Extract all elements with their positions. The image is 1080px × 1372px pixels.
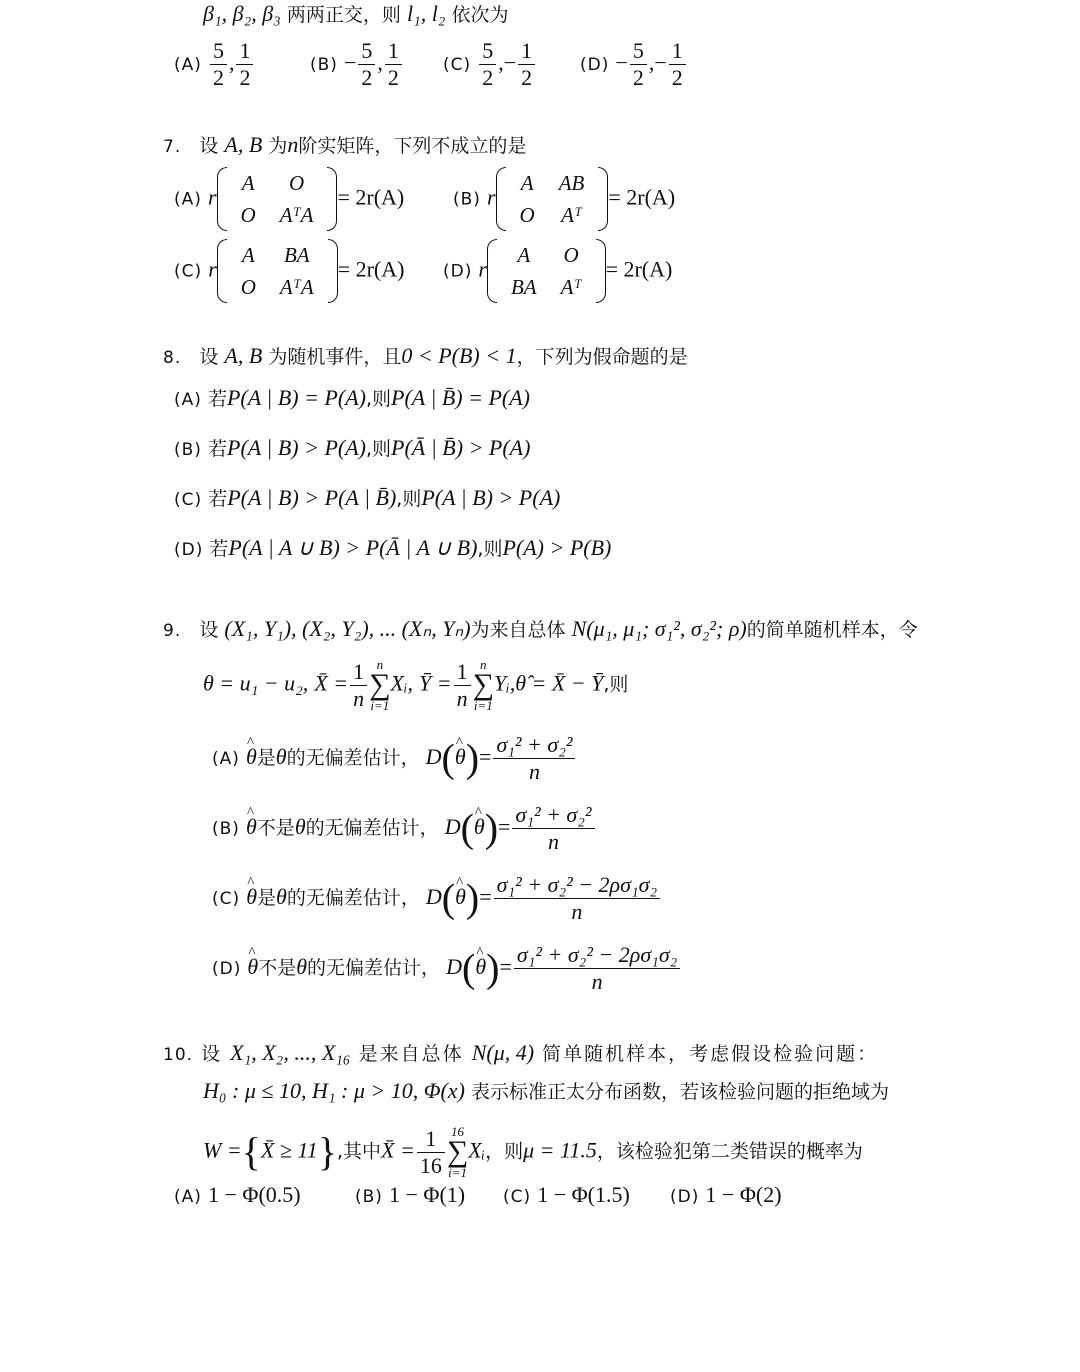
brace-open: { <box>241 1129 261 1174</box>
summation <box>369 658 390 712</box>
claim-rest: 的无偏差估计， <box>307 957 441 979</box>
option-label: (B) <box>212 819 240 839</box>
numerator: σ₁² + σ₂² − 2ρσ₁σ₂ <box>514 942 680 969</box>
q10-xbar: X̄ = <box>381 1137 415 1163</box>
fraction <box>385 38 402 91</box>
q6-option-b <box>310 38 404 91</box>
fraction <box>236 38 253 91</box>
q8-stem-post: ，下列为假命题的是 <box>516 346 688 368</box>
q7-stem-post: 阶实矩阵，下列不成立的是 <box>298 135 527 157</box>
q10-W: W = <box>203 1137 242 1163</box>
sign: − <box>654 50 667 75</box>
paren-open: ( <box>441 875 456 921</box>
paren-open: ( <box>441 735 455 781</box>
paren-close: ) <box>486 945 500 991</box>
block-matrix <box>487 239 606 303</box>
hypothesis: P(A | B) > P(A) <box>227 435 366 460</box>
claim-rest: 的无偏差估计， <box>286 887 420 909</box>
q6-stem-l: l₁, l₂ <box>406 1 446 26</box>
sigma-symbol: ∑ <box>369 668 391 701</box>
q8-option-a <box>174 384 530 414</box>
fraction <box>479 38 496 91</box>
matrix-cell: A <box>520 171 534 195</box>
q9-option-b <box>212 802 597 855</box>
q8-stem-cond: 0 < P(B) < 1 <box>401 343 517 368</box>
denominator: n <box>456 685 468 711</box>
fraction <box>417 1126 445 1179</box>
q7-stem-mid: 为 <box>268 135 288 157</box>
if-word: 若 <box>208 488 228 510</box>
then-word: ,则 <box>396 488 422 510</box>
theta-hat: ^ θ <box>475 953 486 981</box>
option-value: 1 − Φ(1.5) <box>537 1182 630 1207</box>
block-matrix <box>217 239 338 303</box>
denominator: 2 <box>482 65 494 90</box>
matrix-cell: O <box>240 203 256 227</box>
theta: θ <box>296 954 308 979</box>
option-label: (B) <box>355 1187 383 1207</box>
variance-D: D <box>425 884 442 909</box>
q7-stem-vars: A, B <box>224 132 263 157</box>
xi-term: Xᵢ, <box>390 670 413 696</box>
option-label: (D) <box>443 261 473 282</box>
question-number: 10. <box>163 1045 194 1065</box>
conclusion: P(A | B̄) = P(A) <box>391 385 531 410</box>
comma: , <box>648 50 655 75</box>
equals: = <box>498 814 511 839</box>
option-label: (A) <box>212 749 240 769</box>
fraction <box>512 802 594 855</box>
equals: = <box>499 954 512 979</box>
option-label: (B) <box>174 440 202 460</box>
fraction <box>514 942 680 995</box>
q8-option-c <box>174 484 560 514</box>
q6-stem-line <box>203 0 509 29</box>
matrix-cell: AB <box>558 171 585 195</box>
q10-l3-mid: ,其中 <box>336 1140 382 1163</box>
sigma-symbol: ∑ <box>472 668 494 701</box>
fraction <box>494 872 660 925</box>
numerator: 1 <box>417 1126 445 1153</box>
claim: 是 <box>256 747 276 769</box>
q7-option-a <box>174 167 404 231</box>
q10-dist: N(μ, 4) <box>471 1040 535 1065</box>
variance-D: D <box>444 814 461 839</box>
q6-option-d <box>580 38 688 91</box>
conclusion: P(Ā | B̄) > P(A) <box>391 435 531 460</box>
matrix-cell: BA <box>283 243 310 267</box>
sigma-symbol: ∑ <box>446 1135 469 1168</box>
q8-stem-pre: 设 <box>199 346 219 368</box>
theta-hat: ^ θ <box>246 813 257 841</box>
conclusion: P(A) > P(B) <box>502 535 612 560</box>
matrix-cell: O <box>288 171 305 195</box>
theta-hat: ^ θ <box>455 883 466 911</box>
block-matrix <box>496 167 609 231</box>
rank-r: r <box>208 256 217 282</box>
paren-close: ) <box>465 875 480 921</box>
xbar-lhs: X̄ = <box>314 670 349 696</box>
option-label: (C) <box>174 261 203 282</box>
theta: θ <box>276 884 287 909</box>
q9-option-c <box>212 872 662 925</box>
block-matrix <box>217 167 338 231</box>
option-label: (D) <box>212 959 242 979</box>
then-word: ,则 <box>365 388 392 410</box>
theta-hat: ^ θ <box>246 883 257 911</box>
q7-option-b <box>453 167 675 231</box>
q7-stem-n: n <box>287 132 299 157</box>
option-label: (C) <box>212 889 241 909</box>
matrix-cell: O <box>563 243 579 267</box>
fraction <box>630 38 647 91</box>
option-label: (D) <box>670 1187 700 1207</box>
q10-hypotheses: H₀ : μ ≤ 10, H₁ : μ > 10, Φ(x) <box>203 1078 465 1103</box>
q6-stem-tail: 两两正交，则 <box>286 4 401 26</box>
hypothesis: P(A | B) > P(A | B̄) <box>227 485 397 510</box>
claim-rest: 的无偏差估计， <box>286 747 420 769</box>
sum-upper: n <box>376 657 384 672</box>
q10-option-d <box>670 1181 782 1211</box>
sign: − <box>503 50 517 75</box>
option-label: (C) <box>443 55 472 75</box>
claim: 不是 <box>256 817 295 839</box>
q7-stem-line <box>163 131 526 161</box>
paren-close: ) <box>465 735 480 781</box>
if-word: 若 <box>207 438 227 460</box>
yi-term: Yᵢ, <box>493 670 516 696</box>
q10-sample: X₁, X₂, ..., X₁₆ <box>230 1040 351 1065</box>
then-word: ,则 <box>477 538 503 560</box>
denominator: n <box>353 685 365 711</box>
hypothesis: P(A | B) = P(A) <box>226 385 366 410</box>
rank-r: r <box>207 184 217 210</box>
sign: − <box>615 50 628 75</box>
numerator: 1 <box>385 38 402 65</box>
q10-mu: μ = 11.5 <box>523 1137 597 1163</box>
paren-open: ( <box>460 805 474 851</box>
q9-stem-sample: (X₁, Y₁), (X₂, Y₂), ... (Xₙ, Yₙ) <box>224 616 471 641</box>
option-value: 1 − Φ(1) <box>388 1182 466 1207</box>
q9-stem-dist: N(μ₁, μ₁; σ₁², σ₂²; ρ) <box>571 616 747 641</box>
summation <box>447 1125 468 1179</box>
theta-definition: θ = u₁ − u₂, <box>203 670 309 696</box>
q10-option-a <box>174 1181 301 1211</box>
numerator: σ₁² + σ₂² <box>493 732 575 759</box>
q10-option-c <box>503 1181 630 1211</box>
then-word: ，则 <box>485 1140 524 1163</box>
theta-hat: ^ θ <box>474 813 485 841</box>
fraction <box>358 38 375 91</box>
theta: θ <box>294 814 306 839</box>
q10-option-b <box>355 1181 465 1211</box>
variance-D: D <box>446 954 462 979</box>
q10-stem-line-1 <box>163 1039 878 1069</box>
denominator: 2 <box>361 65 373 90</box>
q10-l3-post: ，该检验犯第二类错误的概率为 <box>596 1140 863 1163</box>
question-number: 7. <box>163 137 182 157</box>
rank-r: r <box>478 256 487 282</box>
fraction <box>669 38 686 91</box>
question-number: 9. <box>163 621 182 641</box>
q10-l1-mid: 是来自总体 <box>358 1043 464 1065</box>
q9-stem-line <box>163 615 918 645</box>
option-label: (D) <box>580 55 610 75</box>
denominator: 2 <box>212 65 224 90</box>
option-label: (A) <box>174 55 202 75</box>
q10-stem-line-3 <box>203 1125 863 1179</box>
denominator: 2 <box>632 65 644 90</box>
q6-stem-vars: β₁, β₂, β₃ <box>203 1 281 26</box>
sign: − <box>343 50 357 75</box>
denominator: 2 <box>671 65 683 90</box>
question-number: 8. <box>163 348 182 368</box>
numerator: 5 <box>630 38 647 65</box>
option-label: (A) <box>174 1187 202 1207</box>
q10-region: X̄ ≥ 11 <box>260 1137 318 1163</box>
claim: 是 <box>257 887 277 909</box>
q9-definition-line <box>203 658 628 712</box>
matrix-cell: AᵀA <box>279 203 314 227</box>
theta: θ <box>275 744 287 769</box>
option-label: (A) <box>174 390 202 410</box>
denominator: n <box>591 969 603 994</box>
q6-stem-end: 依次为 <box>451 4 509 26</box>
q6-option-c <box>443 38 537 91</box>
numerator: 1 <box>350 659 367 686</box>
conclusion: P(A | B) > P(A) <box>421 485 561 510</box>
option-label: (B) <box>453 189 481 210</box>
paren-open: ( <box>462 945 476 991</box>
q7-option-c <box>174 239 404 303</box>
q6-option-a <box>174 38 255 91</box>
option-label: (C) <box>503 1187 532 1207</box>
matrix-cell: A <box>241 243 255 267</box>
q10-xi: Xᵢ <box>468 1137 486 1163</box>
numerator: 5 <box>479 38 496 65</box>
comma: , <box>377 50 383 75</box>
q8-stem-vars: A, B <box>224 343 263 368</box>
fraction <box>518 38 535 91</box>
option-label: (B) <box>310 55 338 75</box>
then-word: ,则 <box>366 438 392 460</box>
matrix-cell: O <box>240 275 256 299</box>
option-label: (C) <box>174 490 203 510</box>
q9-option-d <box>212 942 682 995</box>
numerator: 1 <box>669 38 686 65</box>
denominator: n <box>571 899 583 924</box>
option-label: (D) <box>174 540 204 560</box>
rhs: = 2r(A) <box>605 256 673 282</box>
denominator: 2 <box>239 65 251 90</box>
q9-option-a <box>212 732 577 785</box>
numerator: 1 <box>518 38 535 65</box>
sum-lower: i=1 <box>473 698 493 713</box>
variance-D: D <box>425 744 442 769</box>
fraction <box>210 38 227 91</box>
option-value: 1 − Φ(2) <box>705 1182 782 1207</box>
matrix-cell: Aᵀ <box>561 203 583 227</box>
rhs: = 2r(A) <box>608 184 676 210</box>
denominator: 2 <box>387 65 399 90</box>
q9-stem-post: 的简单随机样本，令 <box>746 619 918 641</box>
fraction <box>493 732 575 785</box>
rhs: = 2r(A) <box>337 256 405 282</box>
if-word: 若 <box>207 388 227 410</box>
q9-stem-pre: 设 <box>199 619 219 641</box>
fraction <box>454 659 471 712</box>
theta-hat: ^ θ <box>246 743 257 771</box>
claim-rest: 的无偏差估计， <box>305 817 439 839</box>
hypothesis: P(A | A ∪ B) > P(Ā | A ∪ B) <box>228 535 478 560</box>
sum-lower: i=1 <box>448 1165 467 1180</box>
q8-stem-line <box>163 342 688 372</box>
matrix-cell: A <box>517 243 531 267</box>
denominator: 2 <box>521 65 533 90</box>
matrix-cell: BA <box>510 275 537 299</box>
matrix-cell: AᵀA <box>279 275 314 299</box>
theta-hat: ^ θ <box>455 743 466 771</box>
numerator: σ₁² + σ₂² <box>512 802 594 829</box>
numerator: 1 <box>454 659 471 686</box>
q10-stem-line-2 <box>203 1077 889 1106</box>
q8-option-d <box>174 534 611 564</box>
q7-stem-pre: 设 <box>199 135 219 157</box>
sum-upper: 16 <box>451 1124 464 1139</box>
sum-upper: n <box>480 657 487 672</box>
numerator: 5 <box>210 38 227 65</box>
q10-l1-pre: 设 <box>201 1043 223 1065</box>
fraction <box>350 659 367 712</box>
thetahat-definition: θ̂ = X̄ − Ȳ <box>515 670 604 696</box>
option-value: 1 − Φ(0.5) <box>207 1182 301 1207</box>
numerator: σ₁² + σ₂² − 2ρσ₁σ₂ <box>494 872 660 899</box>
claim: 不是 <box>258 957 297 979</box>
then-word: ,则 <box>603 673 629 696</box>
matrix-cell: Aᵀ <box>560 275 582 299</box>
option-label: (A) <box>174 189 202 210</box>
summation <box>473 658 494 712</box>
sum-lower: i=1 <box>370 698 390 713</box>
q10-l2-post: 表示标准正太分布函数，若该检验问题的拒绝域为 <box>470 1081 889 1103</box>
q9-stem-mid: 为来自总体 <box>470 619 566 641</box>
numerator: 1 <box>236 38 253 65</box>
paren-close: ) <box>484 805 499 851</box>
ybar-lhs: Ȳ = <box>419 670 452 696</box>
matrix-cell: A <box>241 171 255 195</box>
theta-hat: ^ θ <box>247 953 258 981</box>
matrix-cell: O <box>519 203 535 227</box>
rhs: = 2r(A) <box>337 184 405 210</box>
numerator: 5 <box>358 38 375 65</box>
brace-close: } <box>317 1129 337 1174</box>
denominator: n <box>528 759 540 784</box>
comma: , <box>498 50 504 75</box>
equals: = <box>479 884 492 909</box>
rank-r: r <box>486 184 496 210</box>
q8-option-b <box>174 434 530 464</box>
equals: = <box>479 744 492 769</box>
comma: , <box>228 50 235 75</box>
q7-option-d <box>443 239 672 303</box>
denominator: n <box>547 829 559 854</box>
denominator: 16 <box>419 1152 442 1178</box>
if-word: 若 <box>209 538 229 560</box>
q8-stem-mid: 为随机事件，且 <box>268 346 402 368</box>
q10-l1-post: 简单随机样本，考虑假设检验问题： <box>542 1043 879 1065</box>
